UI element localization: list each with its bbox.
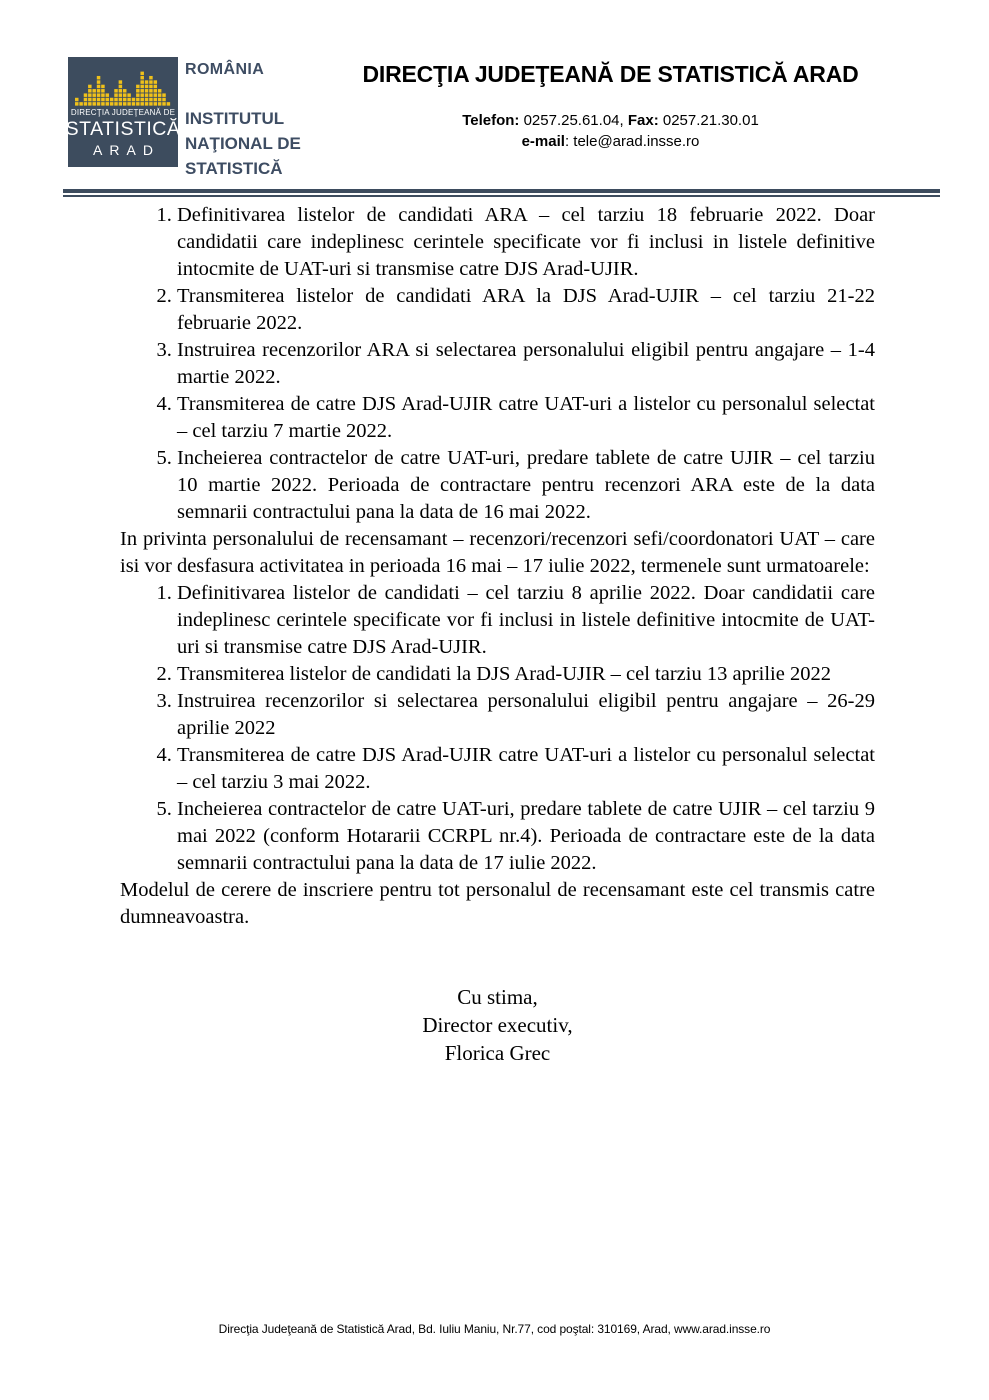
list-item: 2. Transmiterea listelor de candidati ARA la DJS Arad-UJIR – cel tarziu 21-22 februarie 2022. (177, 283, 875, 337)
country-label: ROMÂNIA (185, 61, 265, 78)
list-item: 1. Definitivarea listelor de candidati – cel tarziu 8 aprilie 2022. Doar candidatii care indeplinesc cerintele specificate vor fi inclusi in listele definitive intocmite de UAT-uri si transmise catre DJS Arad-UJIR. (177, 580, 875, 661)
logo-caption-arad: ARAD (93, 142, 160, 158)
telefon-label: Telefon: (462, 112, 520, 129)
institution-name-line: STATISTICĂ (185, 159, 283, 178)
statistics-skyline-bars-icon (75, 66, 171, 106)
list-item: 4. Transmiterea de catre DJS Arad-UJIR catre UAT-uri a listelor cu personalul selectat – cel tarziu 7 martie 2022. (177, 391, 875, 445)
list-item: 4. Transmiterea de catre DJS Arad-UJIR catre UAT-uri a listelor cu personalul selectat – cel tarziu 3 mai 2022. (177, 742, 875, 796)
logo-caption-small: DIRECŢIA JUDEŢEANĂ DE (70, 108, 176, 117)
signature-closing: Cu stima, (457, 985, 538, 1009)
email-line (315, 131, 906, 152)
institution-name-line: INSTITUTUL (185, 109, 285, 128)
telefon-value: 0257.25.61.04, (523, 112, 624, 129)
email-value: : tele@arad.insse.ro (564, 133, 700, 150)
institution-name (185, 106, 315, 181)
letterhead (0, 0, 989, 181)
paragraph-model-cerere: Modelul de cerere de inscriere pentru tot personalul de recensamant este cel transmis catre dumneavoastra. (120, 879, 875, 928)
footer-address: Direcţia Judeţeană de Statistică Arad, Bd. Iuliu Maniu, Nr.77, cod poştal: 310169, Arad, www.arad.insse.ro (218, 1322, 771, 1336)
list-item: 5. Incheierea contractelor de catre UAT-uri, predare tablete de catre UJIR – cel tarziu 9 mai 2022 (conform Hotararii CCRPL nr.4). Perioada de contractare este de la data semnarii contractului pana la data de 17 iulie 2022. (177, 796, 875, 877)
institution-name-line: NAŢIONAL DE (185, 134, 301, 153)
list-item: 1. Definitivarea listelor de candidati ARA – cel tarziu 18 februarie 2022. Doar candidatii care indeplinesc cerintele specificate vor fi inclusi in listele definitive intocmite de UAT-uri si transmise catre DJS Arad-UJIR. (177, 202, 875, 283)
djs-arad-logo (65, 57, 181, 167)
list-item: 3. Instruirea recenzorilor ARA si selectarea personalului eligibil pentru angajare – 1-4 martie 2022. (177, 337, 875, 391)
list-item: 3. Instruirea recenzorilor si selectarea personalului eligibil pentru angajare – 26-29 aprilie 2022 (177, 688, 875, 742)
email-label: e-mail (521, 133, 565, 150)
timeline-list-ara (120, 202, 875, 526)
signature-name: Florica Grec (444, 1041, 551, 1065)
fax-value: 0257.21.30.01 (662, 112, 759, 129)
list-item: 5. Incheierea contractelor de catre UAT-uri, predare tablete de catre UJIR – cel tarziu 10 martie 2022. Perioada de contractare pentru recenzori ARA este de la data semnarii contractului pana la data de 16 mai 2022. (177, 445, 875, 526)
header-contact-block (315, 57, 989, 152)
timeline-list-recensamant (120, 580, 875, 877)
fax-label: Fax: (627, 112, 659, 129)
phone-fax-line (315, 110, 906, 131)
list-item: 2. Transmiterea listelor de candidati la DJS Arad-UJIR – cel tarziu 13 aprilie 2022 (177, 661, 875, 688)
page-footer (0, 1322, 989, 1336)
logo-caption-statistica: STATISTICĂ (65, 118, 181, 140)
signature-role: Director executiv, (422, 1013, 573, 1037)
letter-body (120, 202, 875, 1067)
paragraph-recensamant: In privinta personalului de recensamant – recenzori/recenzori sefi/coordonatori UAT – care isi vor desfasura activitatea in perioada 16 mai – 17 iulie 2022, termenele sunt urmatoarele: (120, 528, 875, 577)
header-divider (63, 189, 940, 197)
document-title: DIRECŢIA JUDEŢEANĂ DE STATISTICĂ ARAD (362, 61, 859, 87)
signature-block (120, 983, 875, 1067)
institution-block (185, 57, 315, 181)
